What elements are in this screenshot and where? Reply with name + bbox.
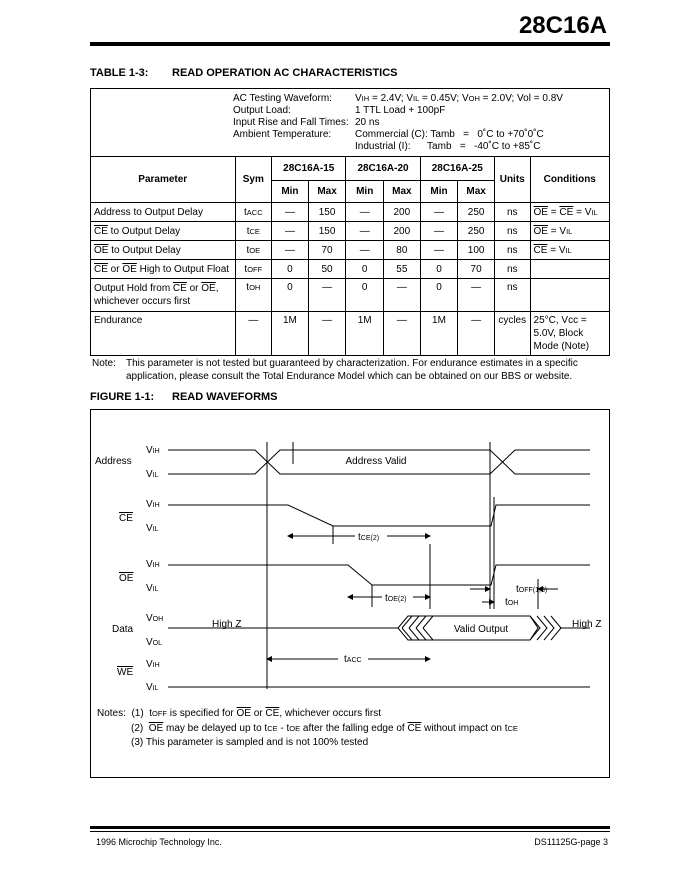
header-sym: Sym — [235, 157, 272, 203]
row-units: ns — [494, 260, 530, 279]
note-text: This parameter is not tested but guaranteed by characterization. For endurance estimates in a specific application, please consult the Total Endurance Model which can be obtained on our BBS or website. — [126, 358, 578, 382]
cell-max: — — [384, 312, 421, 356]
table-row — [91, 203, 610, 222]
test-conditions — [90, 88, 610, 156]
header-min: Min — [420, 181, 458, 203]
header-max: Max — [308, 181, 346, 203]
data-transition-hatch — [530, 616, 561, 640]
temp-label: Ambient Temperature: — [233, 129, 332, 140]
cell-min: — — [346, 203, 384, 222]
row-units: ns — [494, 203, 530, 222]
signal-we: WE — [117, 667, 134, 678]
signal-data: Data — [112, 624, 134, 635]
cell-max: 150 — [308, 222, 346, 241]
level-vol: VOL — [146, 637, 163, 648]
row-conditions — [530, 279, 609, 312]
tacc-label: tACC — [344, 654, 362, 665]
row-conditions: $\overline{CE}$ = VIL — [530, 241, 609, 260]
table-row — [91, 222, 610, 241]
level-vih: VIH — [146, 659, 160, 670]
row-units: ns — [494, 279, 530, 312]
table-row — [91, 241, 610, 260]
row-units: ns — [494, 241, 530, 260]
row-conditions: 25°C, Vcc = 5.0V, Block Mode (Note) — [530, 312, 609, 356]
row-conditions: $\overline{OE}$ = VIL — [530, 222, 609, 241]
high-z-label: High Z — [212, 619, 242, 630]
header-max: Max — [384, 181, 421, 203]
cell-min: 1M — [272, 312, 309, 356]
cell-max: 200 — [384, 222, 421, 241]
header-device-25: 28C16A-25 — [420, 157, 494, 181]
header-min: Min — [272, 181, 309, 203]
rise-value: 20 ns — [355, 117, 380, 128]
table-row — [91, 260, 610, 279]
cell-min: 0 — [346, 279, 384, 312]
address-valid-label: Address Valid — [345, 456, 407, 467]
cell-max: 250 — [458, 203, 495, 222]
row-parameter: $\overline{CE}$ to Output Delay — [91, 222, 236, 241]
header-min: Min — [346, 181, 384, 203]
header-parameter: Parameter — [91, 157, 236, 203]
level-vil: VIL — [146, 469, 159, 480]
temp-commercial: Commercial (C): Tamb = 0˚C to +70˚0˚C — [355, 129, 544, 140]
table-row — [91, 312, 610, 356]
header-max: Max — [458, 181, 495, 203]
header-units: Units — [494, 157, 530, 203]
waveform-label: AC Testing Waveform: — [233, 93, 332, 104]
row-sym: tCE — [235, 222, 272, 241]
cell-min: — — [272, 203, 309, 222]
row-units: ns — [494, 222, 530, 241]
level-vih: VIH — [146, 559, 160, 570]
valid-output-label: Valid Output — [453, 624, 509, 635]
rise-label: Input Rise and Fall Times: — [233, 117, 349, 128]
cell-min: — — [420, 222, 458, 241]
cell-max: 70 — [308, 241, 346, 260]
cell-max: 200 — [384, 203, 421, 222]
cell-max: 55 — [384, 260, 421, 279]
row-parameter: $\overline{CE}$ or $\overline{OE}$ High to Output Float — [91, 260, 236, 279]
cell-min: 0 — [346, 260, 384, 279]
table-row — [91, 279, 610, 312]
row-sym: tACC — [235, 203, 272, 222]
signal-oe: OE — [119, 573, 134, 584]
waveform-value: VIH = 2.4V; VIL = 0.45V; VOH = 2.0V; Vol = 0.8V — [355, 93, 563, 104]
cell-max: 250 — [458, 222, 495, 241]
level-vil: VIL — [146, 523, 159, 534]
figure-caption-title: READ WAVEFORMS — [172, 391, 278, 403]
row-parameter: $\overline{OE}$ to Output Delay — [91, 241, 236, 260]
ac-characteristics-table — [90, 156, 610, 356]
row-units: cycles — [494, 312, 530, 356]
tce-label: tCE(2) — [358, 532, 380, 543]
table-caption-label: TABLE 1-3: — [90, 67, 149, 79]
cell-max: 150 — [308, 203, 346, 222]
level-voh: VOH — [146, 613, 164, 624]
row-parameter: Address to Output Delay — [91, 203, 236, 222]
cell-max: — — [308, 312, 346, 356]
high-z-label: High Z — [572, 619, 602, 630]
toff-label: tOFF(1,3) — [516, 584, 548, 595]
figure-note: Notes: (1) tOFF is specified for $\overline{OE}$ or $\overline{CE}$, whichever occurs first — [97, 708, 382, 719]
row-sym: tOH — [235, 279, 272, 312]
row-conditions: $\overline{OE} = \overline{CE}$ = VIL — [530, 203, 609, 222]
note-label: Note: — [92, 358, 116, 369]
row-sym: — — [235, 312, 272, 356]
signal-ce: CE — [119, 513, 133, 524]
cell-min: — — [420, 241, 458, 260]
footer-copyright: 1996 Microchip Technology Inc. — [96, 837, 222, 847]
cell-min: 0 — [420, 260, 458, 279]
ce-waveform — [168, 505, 590, 526]
row-parameter: Endurance — [91, 312, 236, 356]
level-vih: VIH — [146, 499, 160, 510]
table-caption-title: READ OPERATION AC CHARACTERISTICS — [172, 67, 398, 79]
level-vil: VIL — [146, 682, 159, 693]
level-vil: VIL — [146, 583, 159, 594]
cell-max: 80 — [384, 241, 421, 260]
signal-address: Address — [95, 456, 132, 467]
cell-max: — — [458, 279, 495, 312]
temp-industrial: Industrial (I): Tamb = -40˚C to +85˚C — [355, 141, 541, 152]
figure-note: (2) $\overline{OE}$ may be delayed up to tCE - tOE after the falling edge of $\overline{CE}$ without impact on tCE — [131, 722, 518, 734]
cell-min: 0 — [272, 279, 309, 312]
figure-notes — [97, 707, 518, 751]
level-vih: VIH — [146, 445, 160, 456]
row-parameter: Output Hold from $\overline{CE}$ or $\overline{OE}$, whichever occurs first — [91, 279, 236, 312]
header-rule — [90, 42, 610, 46]
row-conditions — [530, 260, 609, 279]
toh-label: tOH — [505, 597, 519, 608]
figure-caption-label: FIGURE 1-1: — [90, 391, 155, 403]
row-sym: tOFF — [235, 260, 272, 279]
cell-min: — — [272, 222, 309, 241]
cell-min: — — [346, 241, 384, 260]
oe-waveform — [168, 565, 590, 585]
data-transition-hatch — [402, 616, 433, 640]
cell-min: 1M — [346, 312, 384, 356]
cell-min: 1M — [420, 312, 458, 356]
cell-max: — — [308, 279, 346, 312]
cell-min: 0 — [272, 260, 309, 279]
cell-max: — — [458, 312, 495, 356]
cell-max: 50 — [308, 260, 346, 279]
page-title: 28C16A — [518, 12, 607, 39]
load-label: Output Load: — [233, 105, 291, 116]
header-device-20: 28C16A-20 — [346, 157, 420, 181]
cell-min: — — [420, 203, 458, 222]
toe-label: tOE(2) — [385, 593, 407, 604]
row-sym: tOE — [235, 241, 272, 260]
figure-note: (3) This parameter is sampled and is not 100% tested — [131, 737, 369, 748]
load-value: 1 TTL Load + 100pF — [355, 105, 446, 116]
footer-rule — [90, 831, 610, 832]
footer-rule — [90, 826, 610, 829]
cell-max: 70 — [458, 260, 495, 279]
cell-min: 0 — [420, 279, 458, 312]
header-conditions: Conditions — [530, 157, 609, 203]
header-device-15: 28C16A-15 — [272, 157, 346, 181]
cell-min: — — [346, 222, 384, 241]
cell-min: — — [272, 241, 309, 260]
footer-page-number: DS11125G-page 3 — [534, 837, 608, 847]
cell-max: — — [384, 279, 421, 312]
cell-max: 100 — [458, 241, 495, 260]
